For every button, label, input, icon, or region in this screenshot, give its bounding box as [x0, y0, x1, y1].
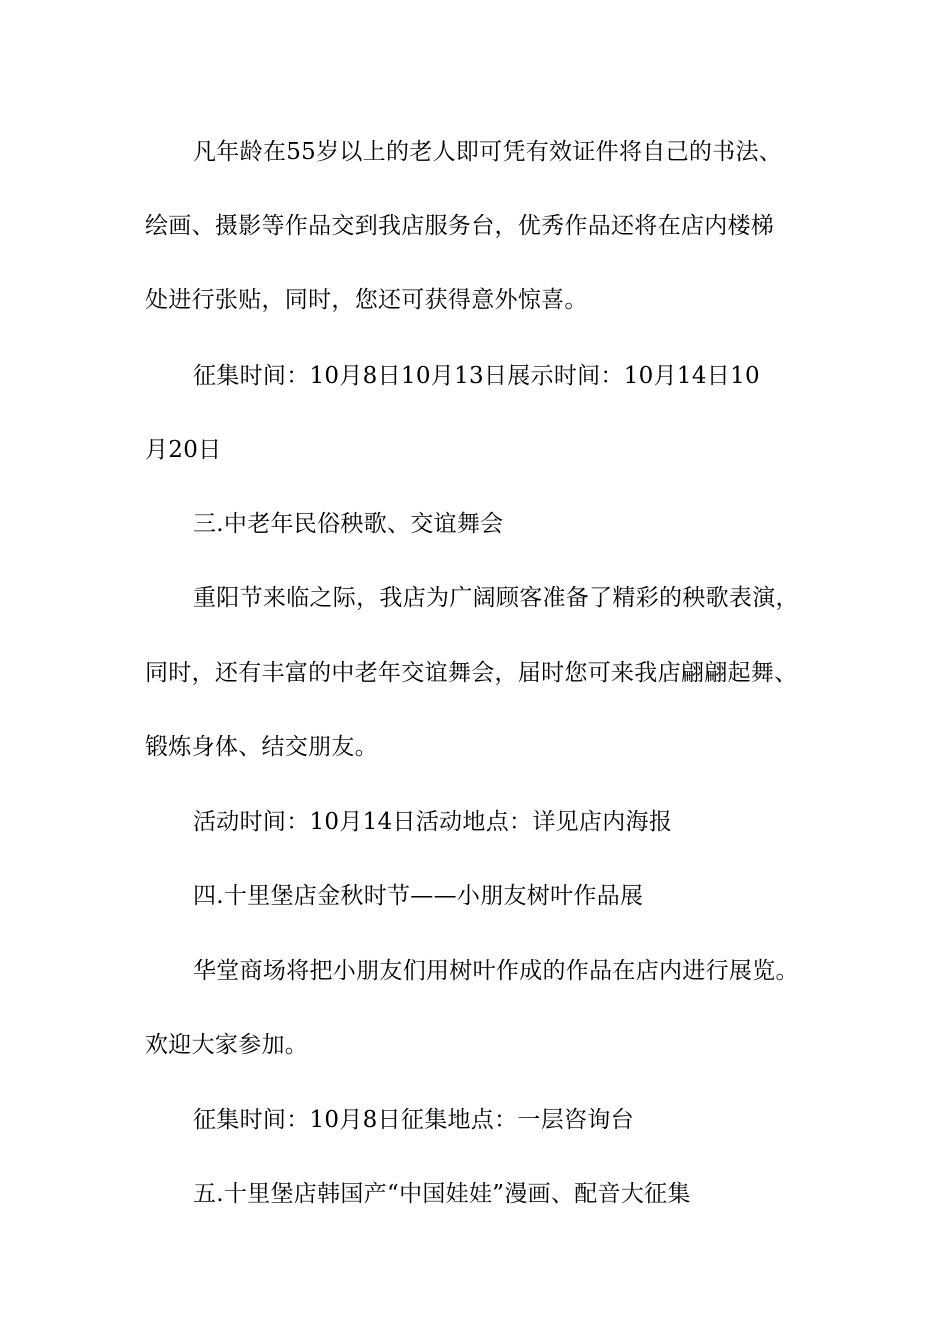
paragraph-line: 同时，还有丰富的中老年交谊舞会，届时您可来我店翩翩起舞、: [145, 660, 798, 686]
paragraph-line: 凡年龄在55岁以上的老人即可凭有效证件将自己的书法、: [193, 139, 783, 165]
paragraph-line: 征集时间：10月8日10月13日展示时间：10月14日10: [193, 363, 760, 389]
paragraph-line: 绘画、摄影等作品交到我店服务台，优秀作品还将在店内楼梯: [145, 213, 775, 239]
paragraph-line: 征集时间：10月8日征集地点：一层咨询台: [193, 1107, 634, 1133]
paragraph-line: 活动时间：10月14日活动地点：详见店内海报: [193, 809, 673, 835]
section-heading: 三.中老年民俗秧歌、交谊舞会: [193, 511, 504, 537]
paragraph-line: 处进行张贴，同时，您还可获得意外惊喜。: [145, 287, 588, 313]
paragraph-line: 欢迎大家参加。: [145, 1032, 309, 1058]
paragraph-line: 华堂商场将把小朋友们用树叶作成的作品在店内进行展览。: [193, 958, 799, 984]
section-heading: 五.十里堡店韩国产“中国娃娃”漫画、配音大征集: [193, 1181, 691, 1207]
section-heading: 四.十里堡店金秋时节——小朋友树叶作品展: [193, 883, 644, 909]
paragraph-line: 月20日: [145, 437, 222, 463]
paragraph-line: 重阳节来临之际，我店为广阔顾客准备了精彩的秧歌表演，: [193, 585, 799, 611]
paragraph-line: 锻炼身体、结交朋友。: [145, 734, 378, 760]
